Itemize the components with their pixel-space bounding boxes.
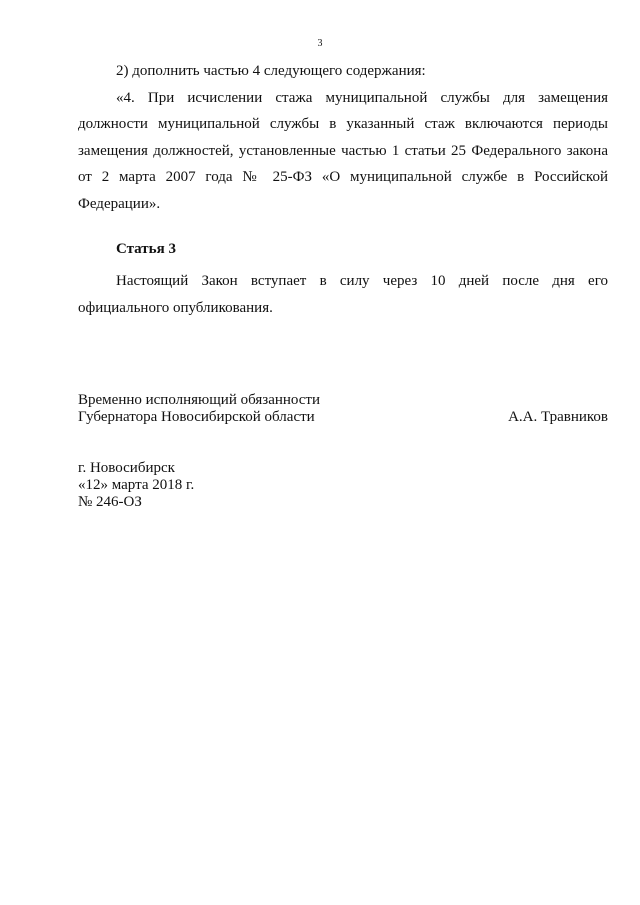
place-date-block bbox=[78, 460, 194, 511]
signature-block bbox=[78, 392, 608, 426]
amendment-quote: «4. При исчислении стажа муниципальной службы для замещения должности муниципальной службы в указанный стаж включаются периоды замещения должностей, установленные частью 1 статьи 25 Федерального закона от 2 марта 2007 года № 25-ФЗ «О муниципальной службе в Российской Федерации». bbox=[78, 89, 608, 212]
article-heading: Статья 3 bbox=[116, 241, 176, 257]
page-number: 3 bbox=[317, 38, 323, 49]
article-text: Настоящий Закон вступает в силу через 10 дней после дня его официального опубликования. bbox=[78, 273, 608, 316]
document-date: «12» марта 2018 г. bbox=[78, 477, 195, 493]
amendment-section bbox=[78, 58, 608, 217]
signature-position-line2: Губернатора Новосибирской области bbox=[78, 409, 315, 425]
signature-line bbox=[78, 409, 608, 426]
city: г. Новосибирск bbox=[78, 460, 175, 476]
document-number: № 246-ОЗ bbox=[78, 494, 142, 510]
article-section bbox=[78, 268, 608, 321]
signature-position-line1: Временно исполняющий обязанности bbox=[78, 392, 321, 408]
signatory-name: А.А. Травников bbox=[508, 409, 608, 425]
amendment-item: 2) дополнить частью 4 следующего содержания: bbox=[116, 63, 426, 79]
